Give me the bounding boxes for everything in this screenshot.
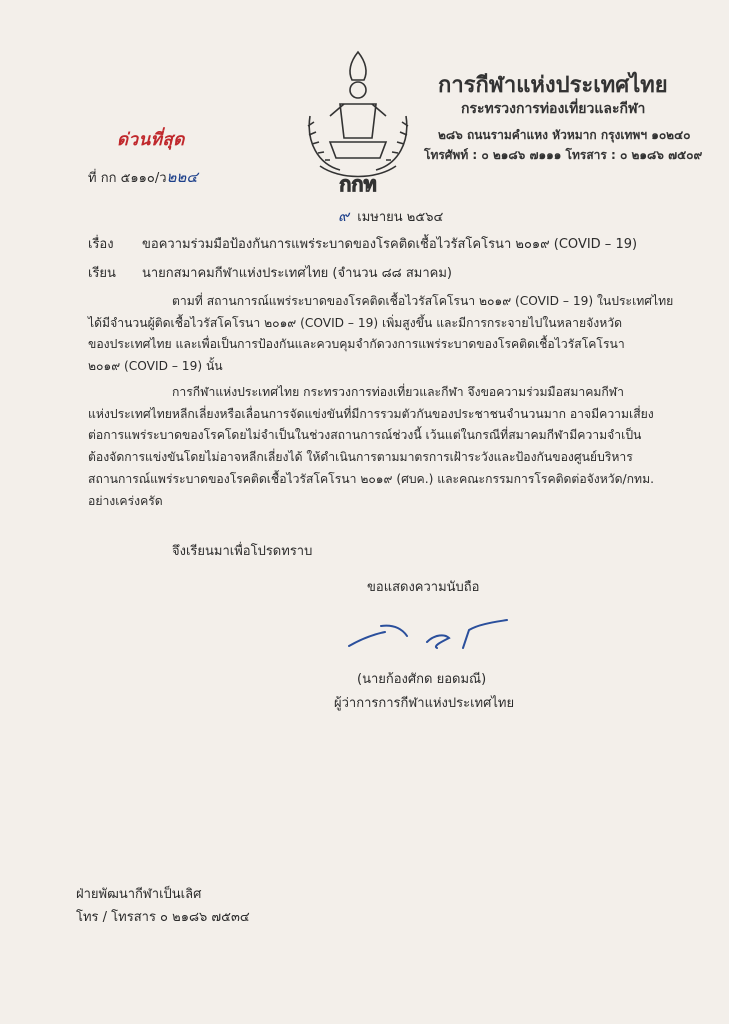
body-paragraph-2: [88, 382, 684, 512]
paragraph-line: การกีฬาแห่งประเทศไทย กระทรวงการท่องเที่ยวและกีฬา จึงขอความร่วมมือสมาคมกีฬา: [172, 385, 624, 399]
paragraph-line: ของประเทศไทย และเพื่อเป็นการป้องกันและควบคุมจำกัดวงการแพร่ระบาดของโรคติดเชื้อไวรัสโคโรนา: [88, 337, 625, 352]
department-phone: โทร / โทรสาร ๐ ๒๑๘๖ ๗๕๓๔: [76, 910, 250, 925]
paragraph-line: ตามที่ สถานการณ์แพร่ระบาดของโรคติดเชื้อไวรัสโคโรนา ๒๐๑๙ (COVID – 19) ในประเทศไทย: [172, 294, 674, 308]
letter-date: [338, 204, 443, 228]
paragraph-line: ต้องจัดการแข่งขันโดยไม่อาจหลีกเลี่ยงได้ ให้ดำเนินการตามมาตรการเฝ้าระวังและป้องกันของศูนย์บริหาร: [88, 450, 633, 465]
sports-authority-emblem: [300, 46, 416, 196]
paragraph-line: สถานการณ์แพร่ระบาดของโรคติดเชื้อไวรัสโคโรนา ๒๐๑๙ (ศบค.) และคณะกรรมการโรคติดต่อจังหวัด/กทม.: [88, 471, 654, 486]
organization-address: ๒๘๖ ถนนรามคำแหง หัวหมาก กรุงเทพฯ ๑๐๒๔๐: [438, 128, 691, 142]
organization-name: การกีฬาแห่งประเทศไทย: [438, 73, 668, 98]
document-number-handwritten: ๒๒๔: [166, 168, 198, 186]
paragraph-line: อย่างเคร่งครัด: [88, 493, 163, 508]
handwritten-signature: [345, 612, 510, 652]
closing-request: จึงเรียนมาเพื่อโปรดทราบ: [172, 544, 313, 559]
subject-label: เรื่อง: [88, 237, 114, 252]
document-number-prefix: ที่ กก ๕๑๑๐/ว: [88, 171, 167, 186]
document-number: [88, 165, 198, 189]
ministry-name: กระทรวงการท่องเที่ยวและกีฬา: [461, 101, 646, 117]
paragraph-line: ๒๐๑๙ (COVID – 19) นั้น: [88, 359, 223, 374]
paragraph-line: ต่อการแพร่ระบาดของโรคโดยไม่จำเป็นในช่วงสถานการณ์ช่วงนี้ เว้นแต่ในกรณีที่สมาคมกีฬามีความจำเป็น: [88, 428, 642, 443]
paragraph-line: แห่งประเทศไทยหลีกเลี่ยงหรือเลื่อนการจัดแข่งขันที่มีการรวมตัวกันของประชาชนจำนวนมาก อาจมีความเสี่ยง: [88, 406, 654, 421]
closing-regards: ขอแสดงความนับถือ: [367, 580, 480, 595]
date-day-handwritten: ๙: [338, 207, 349, 225]
organization-phone: โทรศัพท์ : ๐ ๒๑๘๖ ๗๑๑๑ โทรสาร : ๐ ๒๑๘๖ ๗๕๐๙: [424, 148, 703, 162]
body-paragraph-1: [88, 291, 684, 378]
subject-text: ขอความร่วมมือป้องกันการแพร่ระบาดของโรคติดเชื้อไวรัสโคโรนา ๒๐๑๙ (COVID – 19): [142, 237, 638, 252]
svg-text:กกท: กกท: [339, 172, 377, 196]
paragraph-line: ได้มีจำนวนผู้ติดเชื้อไวรัสโคโรนา ๒๐๑๙ (COVID – 19) เพิ่มสูงขึ้น และมีการกระจายไปในหลายจังหวัด: [88, 315, 622, 330]
signer-position: ผู้ว่าการการกีฬาแห่งประเทศไทย: [334, 696, 515, 711]
department-name: ฝ่ายพัฒนากีฬาเป็นเลิศ: [76, 887, 202, 902]
recipient-label: เรียน: [88, 266, 116, 281]
date-month-year: เมษายน ๒๕๖๔: [357, 210, 444, 225]
signer-name: (นายก้องศักด ยอดมณี): [357, 672, 487, 687]
recipient-text: นายกสมาคมกีฬาแห่งประเทศไทย (จำนวน ๘๘ สมาคม): [142, 266, 452, 281]
urgency-stamp: ด่วนที่สุด: [117, 130, 185, 150]
